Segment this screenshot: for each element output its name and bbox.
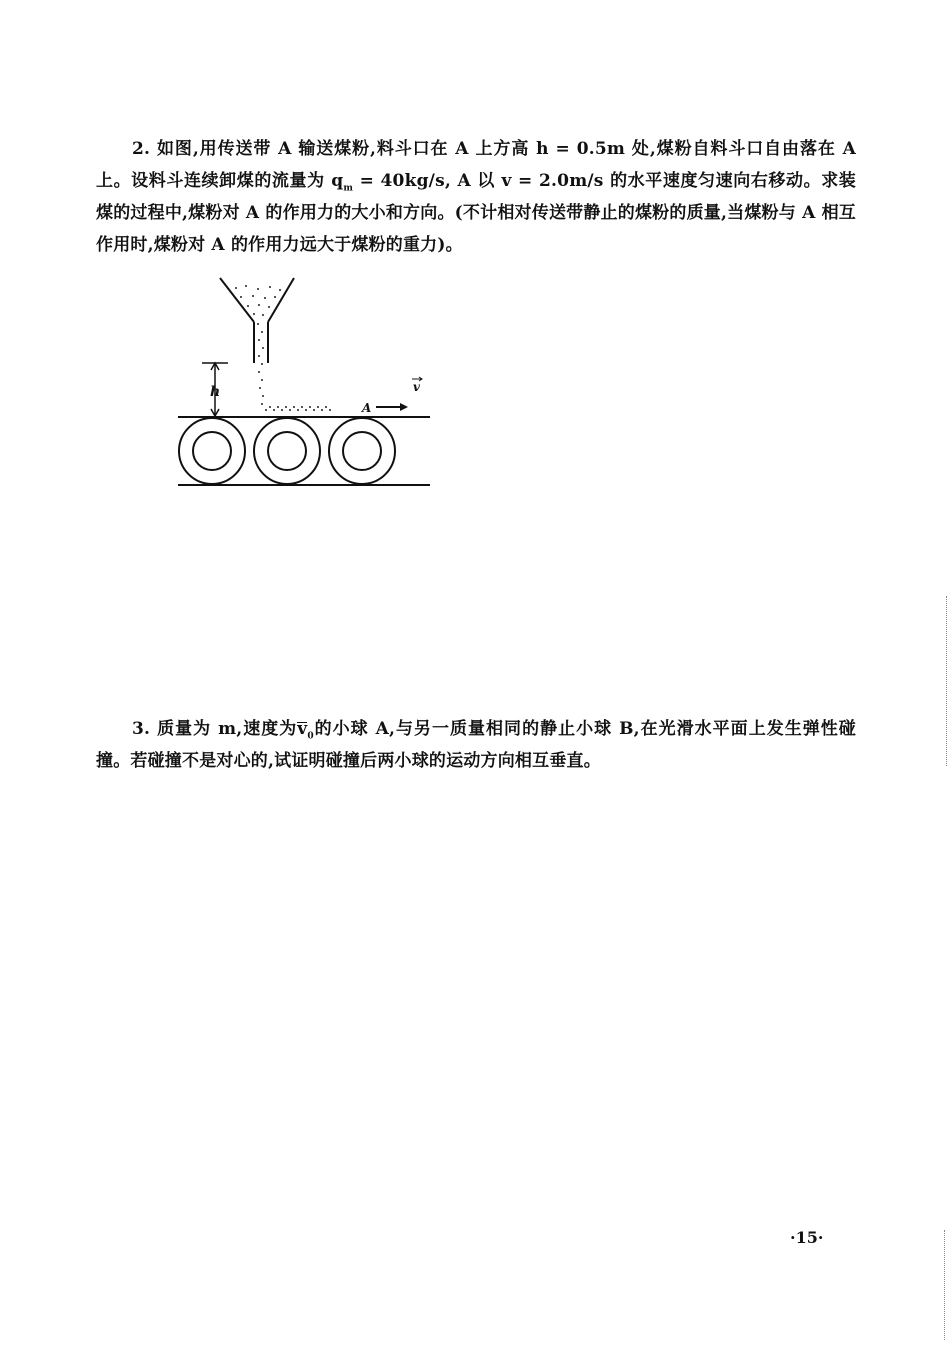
scan-edge-mark (944, 1230, 945, 1340)
problem-2-text (96, 133, 856, 261)
flow-rate-subscript: m (343, 183, 354, 194)
hopper (220, 278, 294, 363)
page-number: ·15· (790, 1228, 824, 1247)
velocity-vector-symbol: v (297, 719, 308, 739)
problem-3-text (96, 713, 856, 777)
problem-3 (96, 713, 856, 777)
label-v: v (413, 380, 420, 394)
problem-2 (96, 133, 856, 261)
problem-2-number: 2. (132, 139, 151, 159)
roller (179, 418, 245, 484)
label-h: h (210, 384, 221, 400)
problem-3-number: 3. (132, 719, 151, 739)
velocity-arrow (376, 403, 408, 411)
roller (254, 418, 320, 484)
velocity-subscript: 0 (307, 731, 314, 742)
label-A: A (362, 401, 372, 415)
problem-3-text-part-2: 的小球 A,与另一质量相同的静止小球 B,在光滑水平面上发生弹性碰撞。若碰撞不是对心的,试证明碰撞后两小球的运动方向相互垂直。 (96, 719, 856, 771)
roller (329, 418, 395, 484)
conveyor-belt-figure (170, 270, 440, 495)
coal-powder (235, 285, 331, 411)
problem-3-text-part-1: 质量为 m,速度为 (157, 719, 298, 739)
scan-edge-mark (946, 596, 947, 766)
problem-2-text-part-2: = 40kg/s, A 以 v = 2.0m/s 的水平速度匀速向右移动。求装煤的过程中,煤粉对 A 的作用力的大小和方向。(不计相对传送带静止的煤粉的质量,当煤粉与 A 相互作用时,煤粉对 A 的作用力远大于煤粉的重力)。 (96, 171, 856, 255)
problem-2-text-part-1: 如图,用传送带 A 输送煤粉,料斗口在 A 上方高 h = 0.5m 处,煤粉自料斗口自由落在 A 上。设料斗连续卸煤的流量为 q (96, 139, 857, 191)
